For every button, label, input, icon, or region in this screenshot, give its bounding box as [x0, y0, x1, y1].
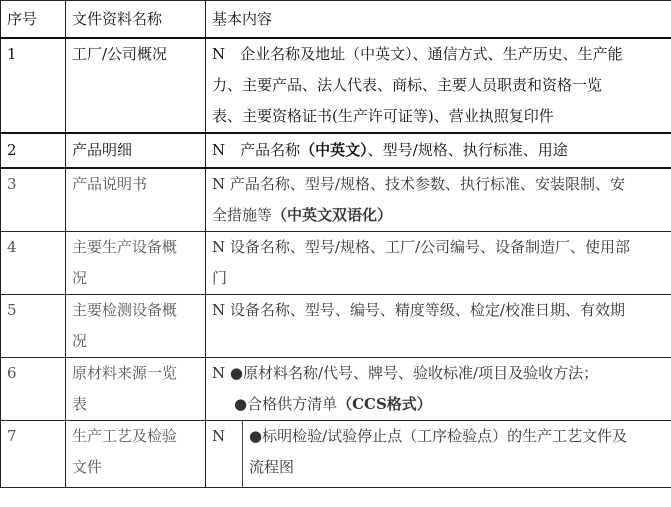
row-seq: 5 [1, 295, 66, 358]
content-line [212, 389, 665, 420]
content-bold: （中英文） [300, 141, 368, 159]
row-content [206, 133, 671, 168]
content-suffix: 、型号/规格、执行标准、用途 [367, 141, 568, 159]
content-line: N 设备名称、型号、编号、精度等级、检定/校准日期、有效期 [212, 301, 625, 319]
name-line: 主要生产设备概 [72, 238, 178, 256]
table-row [1, 232, 671, 295]
row-seq: 2 [1, 133, 66, 168]
content-line: N 设备名称、型号/规格、工厂/公司编号、设备制造厂、使用部 [212, 238, 631, 256]
row-content [206, 168, 671, 232]
name-line: 原材料来源一览 [72, 364, 178, 382]
content-line: N 企业名称及地址（中英文）、通信方式、生产历史、生产能 [212, 45, 623, 63]
inner-divider [242, 421, 243, 487]
table-row [1, 421, 671, 488]
row-name [66, 358, 206, 421]
row-seq: 6 [1, 358, 66, 421]
row-name: 产品明细 [66, 133, 206, 168]
name-line: 况 [72, 332, 88, 350]
content-marker: N [212, 427, 226, 445]
row-content [206, 232, 671, 295]
name-line: 生产工艺及检验 [72, 427, 178, 445]
table-row [1, 358, 671, 421]
name-line: 况 [72, 269, 88, 287]
row-name: 工厂/公司概况 [66, 38, 206, 133]
row-content [206, 421, 671, 488]
content-line: 流程图 [249, 458, 295, 476]
content-plain: 全措施等 [212, 206, 273, 224]
row-seq: 4 [1, 232, 66, 295]
table-row [1, 168, 671, 232]
row-name [66, 421, 206, 488]
header-seq: 序号 [1, 1, 66, 39]
name-line: 主要检测设备概 [72, 301, 178, 319]
row-name [66, 232, 206, 295]
content-line [212, 200, 665, 231]
row-seq: 1 [1, 38, 66, 133]
content-text [249, 421, 671, 487]
content-plain: ●合格供方清单 [234, 395, 338, 413]
content-line: 门 [212, 269, 228, 287]
content-prefix: N 产品名称 [212, 141, 301, 159]
content-line: N ●原材料名称/代号、牌号、验收标准/项目及验收方法； [212, 364, 599, 382]
content-bold: （中英文双语化） [272, 206, 393, 224]
name-line: 表 [72, 395, 88, 413]
row-seq: 3 [1, 168, 66, 232]
row-name [66, 295, 206, 358]
table-row [1, 38, 671, 133]
name-line: 文件 [72, 458, 103, 476]
header-content: 基本内容 [206, 1, 671, 39]
row-content [206, 295, 671, 358]
row-seq: 7 [1, 421, 66, 488]
content-line: 力、主要产品、法人代表、商标、主要人员职责和资格一览 [212, 76, 603, 94]
row-content [206, 358, 671, 421]
content-line: 表、主要资格证书(生产许可证等)、营业执照复印件 [212, 107, 554, 125]
content-bold: （CCS格式） [337, 395, 432, 413]
split-content [212, 421, 671, 487]
row-content [206, 38, 671, 133]
header-name: 文件资料名称 [66, 1, 206, 39]
row-name: 产品说明书 [66, 168, 206, 232]
table-header-row [1, 1, 671, 39]
content-line: N 产品名称、型号/规格、技术参数、执行标准、安装限制、安 [212, 175, 625, 193]
table-row [1, 295, 671, 358]
content-line: ●标明检验/试验停止点（工序检验点）的生产工艺文件及 [249, 427, 628, 445]
table-row [1, 133, 671, 168]
